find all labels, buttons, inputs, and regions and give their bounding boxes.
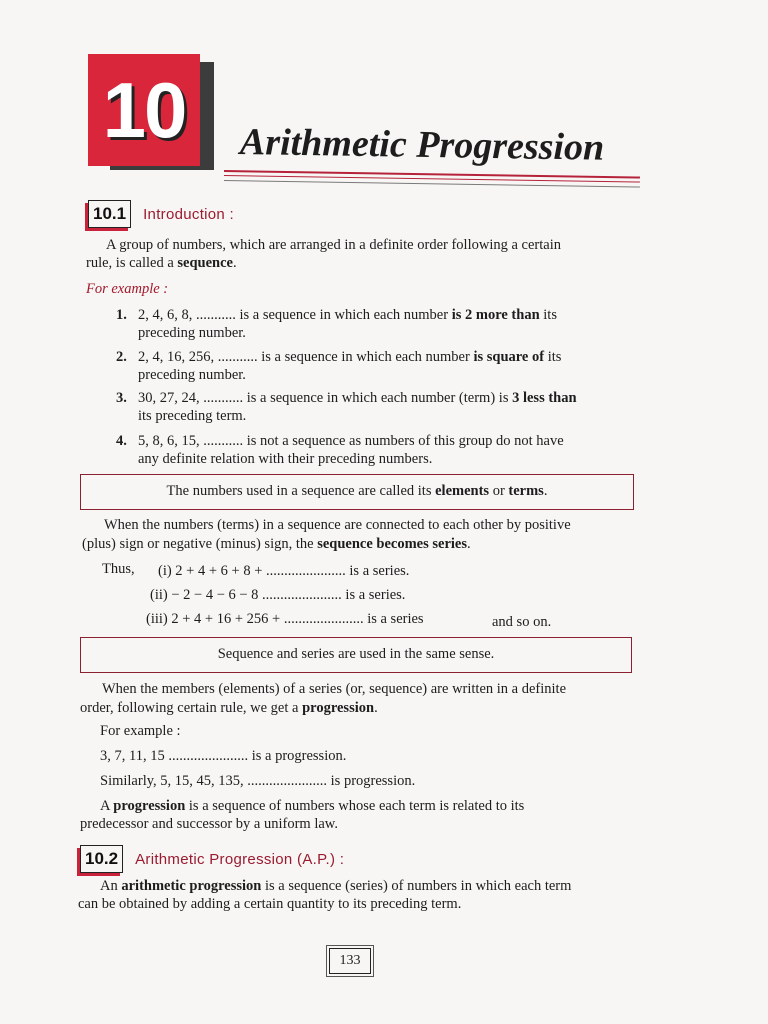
- text: is a sequence of numbers whose each term is related to its: [185, 798, 525, 814]
- text: .: [374, 700, 378, 716]
- paragraph-line: predecessor and successor by a uniform law.: [80, 816, 338, 832]
- item-line: preceding number.: [138, 325, 246, 341]
- text: .: [232, 255, 237, 271]
- text: its: [539, 307, 557, 323]
- section-number: 10.2: [80, 845, 123, 873]
- item-line: [138, 432, 564, 451]
- bold-term: is 2 more than: [451, 307, 540, 323]
- note-box-same-sense: Sequence and series are used in the same sense.: [80, 637, 632, 673]
- paragraph-line: [100, 797, 524, 816]
- chapter-number: 10: [102, 65, 186, 154]
- paragraph-line: [80, 699, 378, 718]
- series-example: (i) 2 + 4 + 6 + 8 + ...................... is a series.: [158, 563, 410, 579]
- section-title: Arithmetic Progression (A.P.) :: [135, 850, 345, 868]
- bold-term: is square of: [473, 349, 545, 365]
- item-number: 1.: [116, 307, 127, 323]
- item-number: 3.: [116, 390, 127, 406]
- text: its: [544, 349, 562, 365]
- bold-term: progression: [113, 798, 186, 814]
- section-heading-introduction: [88, 200, 234, 228]
- text: 2, 4, 16, 256, ........... is a sequence in which each number: [138, 349, 474, 365]
- thus-label: Thus,: [102, 561, 135, 577]
- text: (plus) sign or negative (minus) sign, the: [82, 536, 318, 552]
- item-line: preceding number.: [138, 367, 246, 383]
- paragraph-line: [100, 877, 571, 896]
- paragraph-line: When the members (elements) of a series (or, sequence) are written in a definite: [102, 681, 567, 697]
- text: or: [489, 483, 509, 499]
- bold-term: sequence becomes series: [317, 536, 467, 552]
- text: 30, 27, 24, ........... is a sequence in which each number (term) is: [138, 390, 513, 406]
- item-line: [138, 348, 561, 367]
- for-example-label: For example :: [86, 281, 169, 297]
- text: 2, 4, 6, 8, ........... is a sequence in which each number: [138, 307, 452, 323]
- bold-term: arithmetic progression: [121, 878, 262, 894]
- title-underline: [224, 170, 640, 179]
- paragraph-line: can be obtained by adding a certain quantity to its preceding term.: [78, 896, 462, 912]
- item-line: [138, 389, 577, 408]
- page-number: 133: [329, 948, 371, 974]
- section-title: Introduction :: [143, 205, 235, 223]
- paragraph-line: A group of numbers, which are arranged in a definite order following a certain: [106, 237, 561, 253]
- series-example: (iii) 2 + 4 + 16 + 256 + ...................... is a series: [146, 611, 424, 627]
- text: .: [466, 536, 471, 552]
- text: 5, 8, 6, 15, ........... is not a sequence as numbers of this group do not have: [138, 433, 564, 449]
- series-example: (ii) − 2 − 4 − 6 − 8 ...................... is a series.: [150, 587, 406, 603]
- bold-term: 3 less than: [512, 390, 577, 406]
- chapter-number-box: [88, 54, 200, 166]
- bold-term: elements: [435, 483, 490, 499]
- text: .: [543, 483, 548, 499]
- text: order, following certain rule, we get a: [80, 700, 303, 716]
- series-example-tail: and so on.: [492, 614, 552, 630]
- text: An: [100, 878, 122, 894]
- item-line: [138, 306, 557, 325]
- progression-example: Similarly, 5, 15, 45, 135, ...................... is progression.: [100, 773, 416, 789]
- paragraph-line: When the numbers (terms) in a sequence are connected to each other by positive: [104, 517, 571, 533]
- item-line: any definite relation with their preceding numbers.: [138, 451, 433, 467]
- bold-term: progression: [302, 700, 375, 716]
- item-number: 2.: [116, 349, 127, 365]
- note-box-elements: [80, 474, 634, 510]
- progression-example: 3, 7, 11, 15 ...................... is a progression.: [100, 748, 347, 764]
- paragraph-line: [86, 254, 237, 273]
- text: A: [100, 798, 114, 814]
- item-line: its preceding term.: [138, 408, 247, 424]
- for-example-label: For example :: [100, 723, 181, 739]
- section-number: 10.1: [88, 200, 131, 228]
- text: The numbers used in a sequence are called its: [166, 483, 436, 499]
- section-heading-arithmetic-progression: [80, 845, 344, 873]
- paragraph-line: [82, 535, 471, 554]
- bold-term: terms: [508, 483, 544, 499]
- text: rule, is called a: [86, 255, 178, 271]
- bold-term: sequence: [177, 255, 233, 271]
- chapter-title: Arithmetic Progression: [239, 121, 605, 169]
- item-number: 4.: [116, 433, 127, 449]
- text: is a sequence (series) of numbers in which each term: [261, 878, 572, 894]
